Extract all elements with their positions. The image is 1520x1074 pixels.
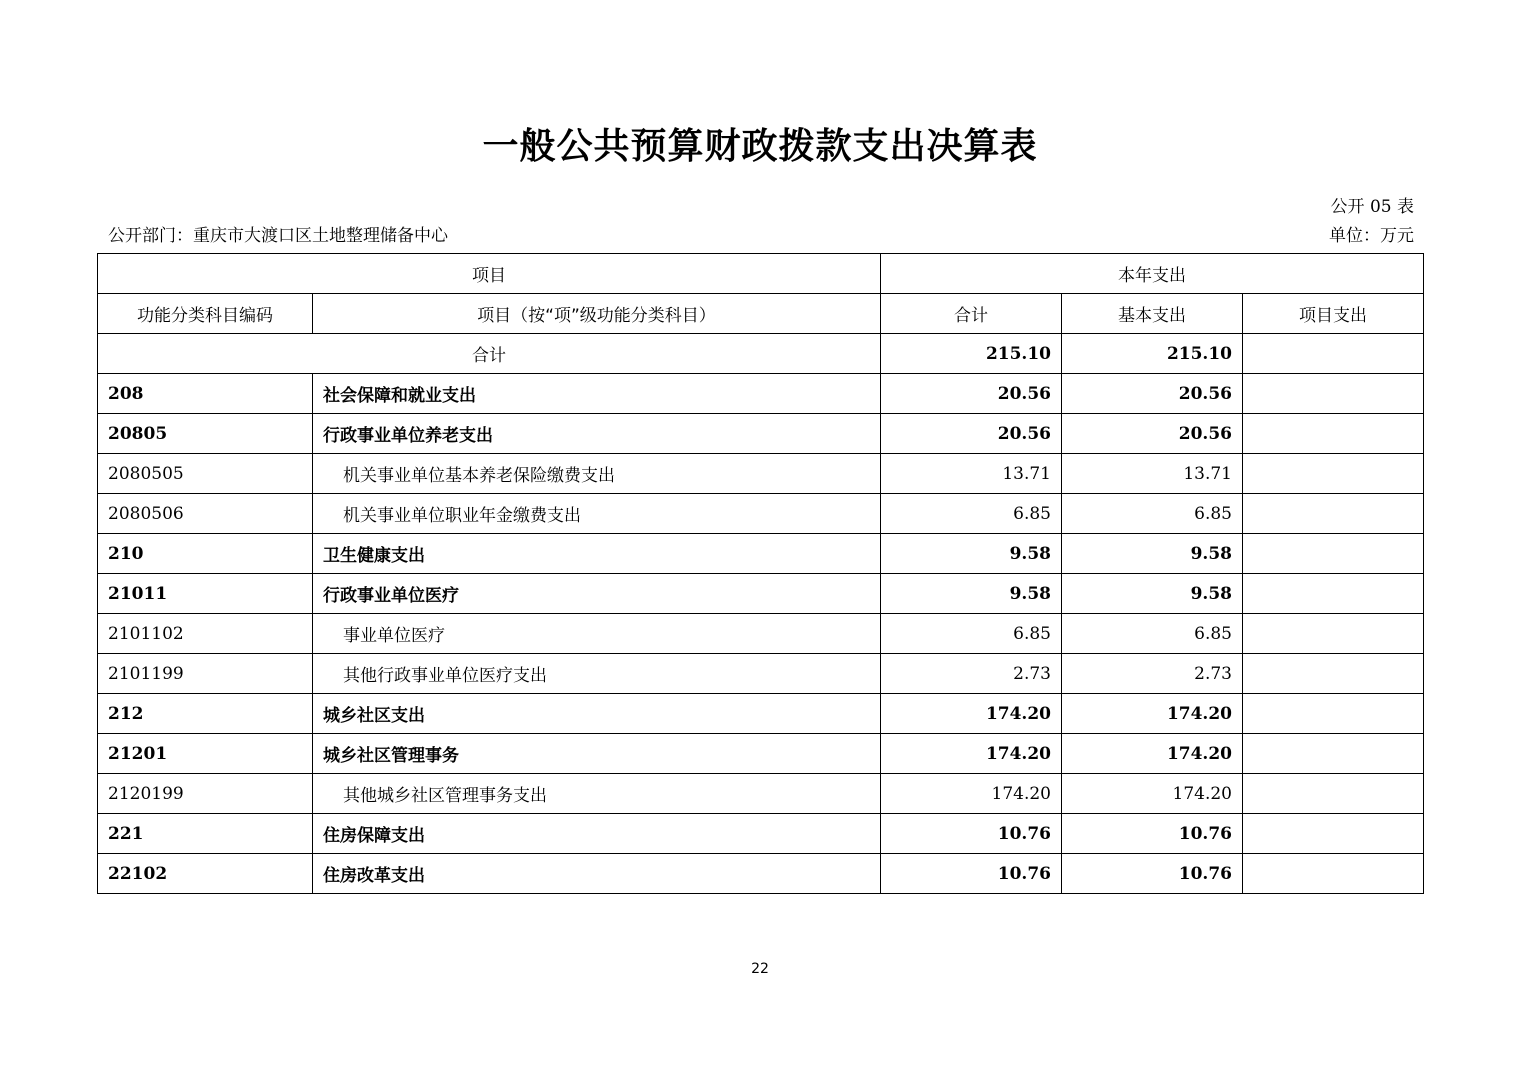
row-total: 174.20: [881, 694, 1062, 734]
header-current-year: 本年支出: [881, 254, 1424, 294]
total-label: 合计: [98, 334, 881, 374]
table-row: [98, 414, 1424, 454]
row-project: [1243, 654, 1424, 694]
row-project: [1243, 414, 1424, 454]
total-amount: 215.10: [881, 334, 1062, 374]
row-project: [1243, 494, 1424, 534]
row-name: 住房改革支出: [313, 854, 881, 894]
row-total: 13.71: [881, 454, 1062, 494]
header-project: 项目支出: [1243, 294, 1424, 334]
table-row: [98, 374, 1424, 414]
header-code: 功能分类科目编码: [98, 294, 313, 334]
row-name: 机关事业单位职业年金缴费支出: [313, 494, 881, 534]
row-project: [1243, 814, 1424, 854]
row-total: 10.76: [881, 814, 1062, 854]
row-project: [1243, 454, 1424, 494]
total-row: [98, 334, 1424, 374]
row-basic: 174.20: [1062, 774, 1243, 814]
row-project: [1243, 574, 1424, 614]
row-basic: 6.85: [1062, 614, 1243, 654]
total-project: [1243, 334, 1424, 374]
row-name: 行政事业单位医疗: [313, 574, 881, 614]
row-name: 行政事业单位养老支出: [313, 414, 881, 454]
total-basic: 215.10: [1062, 334, 1243, 374]
row-total: 174.20: [881, 734, 1062, 774]
table-row: [98, 534, 1424, 574]
row-name: 其他行政事业单位医疗支出: [313, 654, 881, 694]
row-name: 住房保障支出: [313, 814, 881, 854]
row-project: [1243, 614, 1424, 654]
row-name: 机关事业单位基本养老保险缴费支出: [313, 454, 881, 494]
table-number: 公开 05 表: [1330, 197, 1414, 217]
row-name: 城乡社区管理事务: [313, 734, 881, 774]
row-basic: 20.56: [1062, 374, 1243, 414]
page-title: 一般公共预算财政拨款支出决算表: [482, 126, 1038, 167]
row-name: 其他城乡社区管理事务支出: [313, 774, 881, 814]
row-code: 212: [98, 694, 313, 734]
row-basic: 20.56: [1062, 414, 1243, 454]
row-basic: 6.85: [1062, 494, 1243, 534]
row-total: 20.56: [881, 374, 1062, 414]
table-row: [98, 694, 1424, 734]
expenditure-table: [97, 253, 1424, 894]
table-row: [98, 734, 1424, 774]
row-code: 2080506: [98, 494, 313, 534]
row-total: 174.20: [881, 774, 1062, 814]
header-item-desc: 项目（按“项”级功能分类科目）: [313, 294, 881, 334]
row-code: 20805: [98, 414, 313, 454]
row-name: 社会保障和就业支出: [313, 374, 881, 414]
table-row: [98, 814, 1424, 854]
table-row: [98, 774, 1424, 814]
row-code: 2080505: [98, 454, 313, 494]
header-item: 项目: [98, 254, 881, 294]
table-row: [98, 494, 1424, 534]
page-number: 22: [751, 961, 769, 977]
row-project: [1243, 534, 1424, 574]
row-total: 10.76: [881, 854, 1062, 894]
row-code: 2120199: [98, 774, 313, 814]
row-code: 210: [98, 534, 313, 574]
row-total: 6.85: [881, 494, 1062, 534]
row-total: 2.73: [881, 654, 1062, 694]
row-basic: 13.71: [1062, 454, 1243, 494]
table-row: [98, 574, 1424, 614]
header-row-1: [98, 254, 1424, 294]
row-basic: 10.76: [1062, 854, 1243, 894]
row-basic: 10.76: [1062, 814, 1243, 854]
table-row: [98, 454, 1424, 494]
table-row: [98, 654, 1424, 694]
row-code: 221: [98, 814, 313, 854]
row-name: 卫生健康支出: [313, 534, 881, 574]
row-project: [1243, 734, 1424, 774]
row-code: 2101199: [98, 654, 313, 694]
row-name: 城乡社区支出: [313, 694, 881, 734]
row-project: [1243, 854, 1424, 894]
row-project: [1243, 374, 1424, 414]
row-basic: 2.73: [1062, 654, 1243, 694]
row-project: [1243, 774, 1424, 814]
row-total: 9.58: [881, 574, 1062, 614]
row-code: 21011: [98, 574, 313, 614]
row-total: 20.56: [881, 414, 1062, 454]
row-code: 22102: [98, 854, 313, 894]
row-project: [1243, 694, 1424, 734]
row-basic: 174.20: [1062, 694, 1243, 734]
table-row: [98, 614, 1424, 654]
header-total: 合计: [881, 294, 1062, 334]
row-code: 208: [98, 374, 313, 414]
row-name: 事业单位医疗: [313, 614, 881, 654]
unit-label: 单位：万元: [1329, 226, 1414, 246]
row-code: 21201: [98, 734, 313, 774]
row-code: 2101102: [98, 614, 313, 654]
department-label: 公开部门：重庆市大渡口区土地整理储备中心: [108, 226, 448, 246]
row-basic: 9.58: [1062, 574, 1243, 614]
header-basic: 基本支出: [1062, 294, 1243, 334]
row-total: 6.85: [881, 614, 1062, 654]
row-basic: 174.20: [1062, 734, 1243, 774]
header-row-2: [98, 294, 1424, 334]
table-row: [98, 854, 1424, 894]
row-total: 9.58: [881, 534, 1062, 574]
row-basic: 9.58: [1062, 534, 1243, 574]
